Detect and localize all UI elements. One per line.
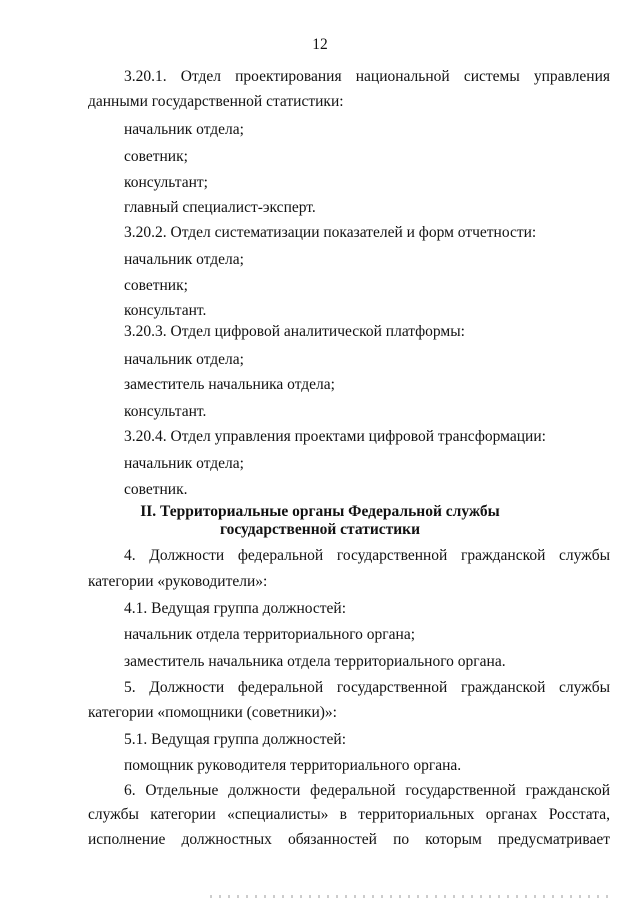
section-3-20-3-title: 3.20.3. Отдел цифровой аналитической платформы: (124, 323, 465, 340)
paragraph-5-1: 5.1. Ведущая группа должностей: (124, 731, 347, 748)
list-item: советник; (124, 148, 188, 165)
paragraph-6-line-2: службы категории «специалисты» в территориальных органах Росстата, (88, 806, 610, 823)
list-item: помощник руководителя территориального органа. (124, 757, 462, 774)
list-item: заместитель начальника отдела; (124, 376, 335, 393)
list-item: консультант. (124, 403, 207, 420)
section-3-20-1-line-2: данными государственной статистики: (88, 93, 344, 110)
list-item: начальник отдела; (124, 455, 244, 472)
list-item: начальник отдела; (124, 351, 244, 368)
paragraph-4-1: 4.1. Ведущая группа должностей: (124, 600, 347, 617)
section-heading-line-1: II. Территориальные органы Федеральной службы (140, 503, 500, 520)
paragraph-6-line-1: 6. Отдельные должности федеральной государственной гражданской (124, 782, 610, 799)
list-item: заместитель начальника отдела территориального органа. (124, 653, 506, 670)
scan-artifact (210, 895, 610, 898)
paragraph-4-line-1: 4. Должности федеральной государственной гражданской службы (124, 547, 610, 564)
list-item: начальник отдела; (124, 121, 244, 138)
section-heading-line-2: государственной статистики (219, 521, 421, 538)
paragraph-5-line-2: категории «помощники (советники)»: (88, 704, 337, 721)
list-item: начальник отдела территориального органа; (124, 626, 416, 643)
paragraph-6-line-3: исполнение должностных обязанностей по которым предусматривает (88, 831, 610, 848)
section-3-20-2-title: 3.20.2. Отдел систематизации показателей и форм отчетности: (124, 224, 537, 241)
paragraph-4-line-2: категории «руководители»: (88, 573, 268, 590)
list-item: консультант; (124, 174, 208, 191)
list-item: начальник отдела; (124, 251, 244, 268)
section-3-20-4-title: 3.20.4. Отдел управления проектами цифровой трансформации: (124, 428, 546, 445)
list-item: советник. (124, 481, 188, 498)
page-number: 12 (312, 36, 328, 53)
list-item: консультант. (124, 302, 207, 319)
paragraph-5-line-1: 5. Должности федеральной государственной гражданской службы (124, 679, 610, 696)
list-item: советник; (124, 277, 188, 294)
section-3-20-1-line-1: 3.20.1. Отдел проектирования национальной системы управления (124, 68, 610, 85)
list-item: главный специалист-эксперт. (124, 199, 316, 216)
